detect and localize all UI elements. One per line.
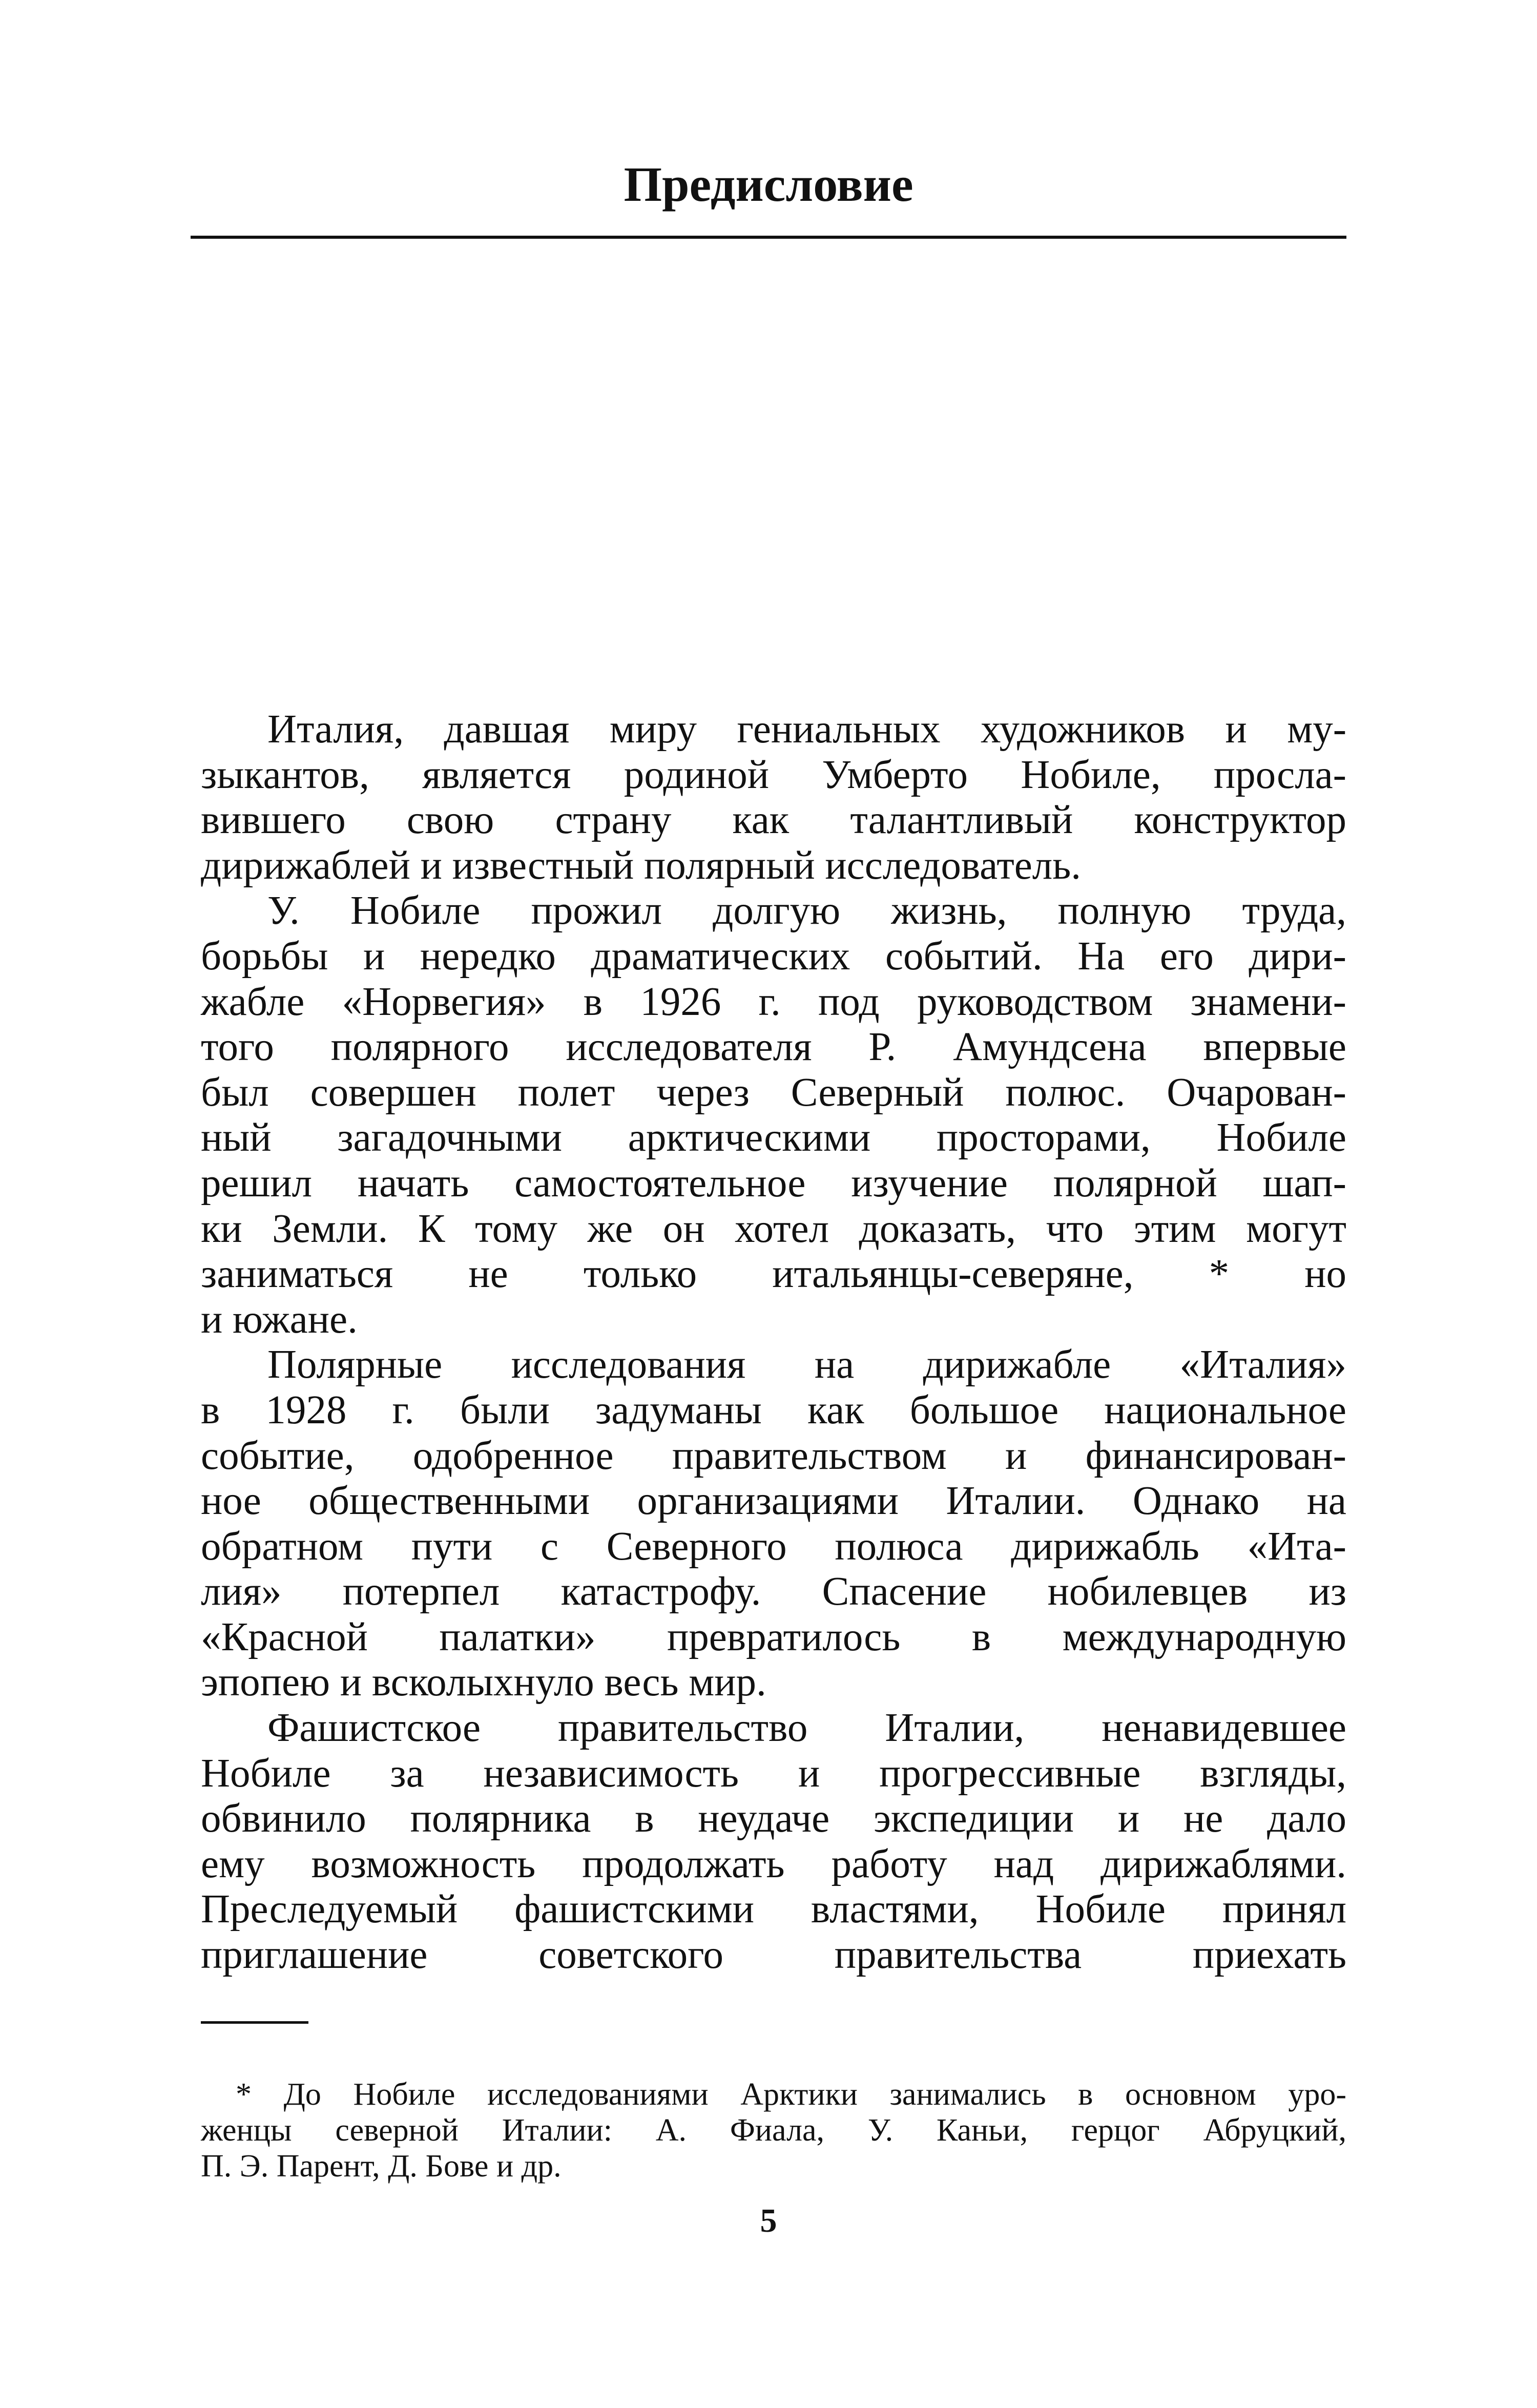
title-rule	[191, 236, 1346, 239]
body-line: «Красной палатки» превратилось в международную	[201, 1614, 1346, 1659]
body-line: Преследуемый фашистскими властями, Нобиле принял	[201, 1887, 1346, 1932]
body-line: и южане.	[201, 1297, 358, 1342]
page-title: Предисловие	[624, 157, 913, 212]
body-line: Фашистское правительство Италии, ненавидевшее	[267, 1706, 1346, 1751]
body-line: дирижаблей и известный полярный исследователь.	[201, 843, 1081, 888]
footnote-line: П. Э. Парент, Д. Бове и др.	[201, 2149, 562, 2184]
body-line: в 1928 г. были задуманы как большое национальное	[201, 1387, 1346, 1433]
body-line: приглашение советского правительства приехать	[201, 1933, 1346, 1978]
body-line: того полярного исследователя Р. Амундсена впервые	[201, 1025, 1346, 1070]
body-line: ный загадочными арктическими просторами, Нобиле	[201, 1115, 1346, 1160]
body-line: ки Земли. К тому же он хотел доказать, что этим могут	[201, 1206, 1346, 1251]
body-text	[201, 707, 1346, 1978]
body-line: эпопею и всколыхнуло весь мир.	[201, 1660, 766, 1705]
body-line: ное общественными организациями Италии. Однако на	[201, 1479, 1346, 1524]
body-line: Италия, давшая миру гениальных художников и му-	[267, 707, 1346, 752]
body-line: Нобиле за независимость и прогрессивные взгляды,	[201, 1751, 1346, 1796]
body-line: У. Нобиле прожил долгую жизнь, полную труда,	[267, 888, 1346, 933]
body-line: вившего свою страну как талантливый конструктор	[201, 798, 1346, 843]
body-line: Полярные исследования на дирижабле «Италия»	[267, 1342, 1346, 1387]
body-line: обратном пути с Северного полюса дирижабль «Ита-	[201, 1524, 1346, 1569]
body-line: обвинило полярника в неудаче экспедиции и не дало	[201, 1796, 1346, 1841]
footnote-line: * До Нобиле исследованиями Арктики занимались в основном уро-	[236, 2077, 1346, 2112]
body-line: лия» потерпел катастрофу. Спасение нобилевцев из	[201, 1569, 1346, 1614]
body-line: ему возможность продолжать работу над дирижаблями.	[201, 1841, 1346, 1886]
body-line: жабле «Норвегия» в 1926 г. под руководством знамени-	[201, 979, 1346, 1024]
body-line: заниматься не только итальянцы-северяне, * но	[201, 1252, 1346, 1297]
footnote-line: женцы северной Италии: А. Фиала, У. Каньи, герцог Абруцкий,	[201, 2113, 1346, 2148]
body-line: зыкантов, является родиной Умберто Нобиле, просла-	[201, 752, 1346, 797]
footnote	[201, 2077, 1346, 2184]
footnote-rule	[201, 2021, 308, 2024]
body-line: борьбы и нередко драматических событий. На его дири-	[201, 933, 1346, 979]
body-line: событие, одобренное правительством и финансирован-	[201, 1433, 1346, 1478]
body-line: был совершен полет через Северный полюс. Очарован-	[201, 1070, 1346, 1115]
page-number: 5	[760, 2202, 777, 2239]
body-line: решил начать самостоятельное изучение полярной шап-	[201, 1160, 1346, 1206]
